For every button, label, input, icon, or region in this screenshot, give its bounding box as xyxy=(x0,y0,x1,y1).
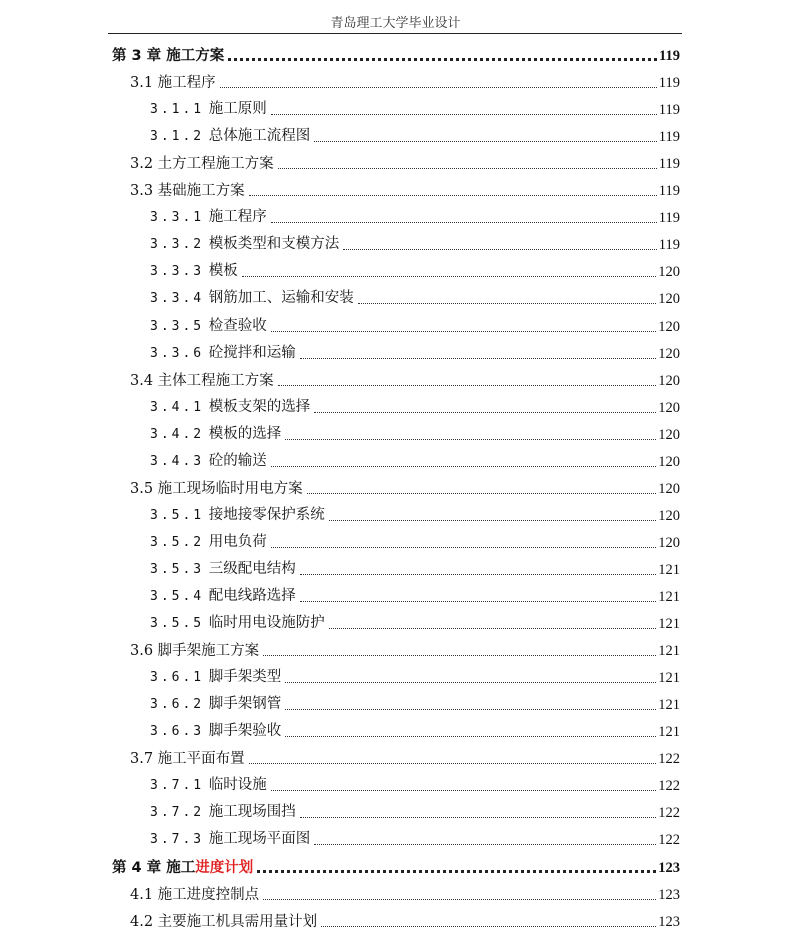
toc-entry-number: 3.5.5 xyxy=(150,616,205,632)
toc-entry-title: 用电负荷 xyxy=(208,533,267,550)
toc-entry-title: 施工程序 xyxy=(208,209,267,226)
toc-dot-leader xyxy=(271,547,657,548)
toc-subsection-entry[interactable] xyxy=(150,124,680,146)
toc-subsection-entry[interactable] xyxy=(150,557,680,579)
toc-page-number: 122 xyxy=(658,805,680,822)
toc-dot-leader xyxy=(285,439,656,440)
toc-chapter-entry[interactable] xyxy=(112,43,680,65)
toc-section-entry[interactable] xyxy=(130,909,680,931)
toc-entry-label xyxy=(150,587,298,606)
toc-entry-label xyxy=(150,830,312,849)
toc-entry-title: 临时设施 xyxy=(208,777,267,794)
toc-page-number: 120 xyxy=(658,426,680,443)
toc-subsection-entry[interactable] xyxy=(150,259,680,281)
toc-page-number: 120 xyxy=(658,318,680,335)
toc-entry-number: 3.7 xyxy=(130,751,154,768)
toc-dot-leader xyxy=(314,844,656,845)
toc-page-number: 119 xyxy=(658,75,680,92)
toc-entry-title: 主体工程施工方案 xyxy=(157,372,274,389)
toc-entry-title: 土方工程施工方案 xyxy=(157,156,274,173)
toc-dot-leader xyxy=(271,222,657,223)
toc-entry-number: 3.6 xyxy=(130,643,154,660)
toc-entry-number: 3.3.1 xyxy=(150,210,205,226)
toc-entry-label xyxy=(150,262,240,281)
toc-page-number: 120 xyxy=(658,399,680,416)
toc-subsection-entry[interactable] xyxy=(150,314,680,336)
toc-entry-label xyxy=(150,289,356,308)
toc-entry-title: 模板的选择 xyxy=(208,425,282,442)
toc-section-entry[interactable] xyxy=(130,178,680,200)
toc-entry-number: 3.3 xyxy=(130,183,154,200)
toc-entry-label xyxy=(112,859,255,877)
toc-entry-title: 砼搅拌和运输 xyxy=(208,344,296,361)
toc-entry-title: 脚手架钢管 xyxy=(208,696,282,713)
toc-page-number: 123 xyxy=(658,886,680,903)
toc-entry-title: 临时用电设施防护 xyxy=(208,615,325,632)
toc-page-number: 122 xyxy=(658,778,680,795)
toc-entry-number: 3.7.1 xyxy=(150,778,205,794)
toc-subsection-entry[interactable] xyxy=(150,611,680,633)
toc-page-number: 121 xyxy=(658,697,680,714)
toc-entry-title: 模板支架的选择 xyxy=(208,398,311,415)
toc-page-number: 121 xyxy=(658,589,680,605)
toc-entry-number: 3.4.1 xyxy=(150,399,205,415)
toc-entry-number: 第 4 章 xyxy=(112,859,162,876)
toc-entry-title-highlight: 进度计划 xyxy=(195,859,254,876)
toc-entry-number: 3.4.3 xyxy=(150,453,205,469)
toc-entry-title: 施工现场平面图 xyxy=(208,831,311,848)
toc-entry-label xyxy=(150,560,298,579)
toc-page-number: 121 xyxy=(658,643,680,660)
toc-dot-leader xyxy=(257,870,656,873)
toc-entry-title: 施工平面布置 xyxy=(157,751,245,768)
toc-entry-number: 3.5.4 xyxy=(150,589,205,604)
toc-entry-label xyxy=(130,155,276,173)
toc-entry-title: 施工方案 xyxy=(166,48,225,64)
toc-section-entry[interactable] xyxy=(130,70,680,92)
toc-dot-leader xyxy=(321,926,656,927)
toc-subsection-entry[interactable] xyxy=(150,584,680,606)
toc-entry-title: 主要施工机具需用量计划 xyxy=(157,913,318,930)
toc-subsection-entry[interactable] xyxy=(150,827,680,849)
toc-page-number: 122 xyxy=(658,751,680,768)
toc-subsection-entry[interactable] xyxy=(150,395,680,417)
toc-entry-number: 3.1 xyxy=(130,75,154,92)
toc-entry-label xyxy=(150,803,298,822)
toc-entry-number: 3.6.2 xyxy=(150,697,205,713)
toc-entry-title: 基础施工方案 xyxy=(157,183,245,200)
toc-page-number: 121 xyxy=(658,724,680,741)
toc-subsection-entry[interactable] xyxy=(150,719,680,741)
toc-dot-leader xyxy=(271,331,657,332)
toc-page-number: 120 xyxy=(658,345,680,362)
toc-entry-title: 脚手架施工方案 xyxy=(157,643,260,660)
toc-dot-leader xyxy=(285,736,656,737)
toc-page-number: 121 xyxy=(658,670,680,687)
toc-entry-label xyxy=(130,182,247,200)
toc-entry-number: 3.4.2 xyxy=(150,426,205,442)
toc-entry-label xyxy=(150,722,283,741)
toc-chapter-entry[interactable] xyxy=(112,855,680,877)
toc-entry-label xyxy=(150,614,327,633)
toc-page-number: 121 xyxy=(658,616,680,633)
toc-dot-leader xyxy=(271,466,657,467)
toc-entry-number: 3.5.1 xyxy=(150,507,205,523)
toc-dot-leader xyxy=(300,601,657,602)
toc-entry-label xyxy=(150,668,283,687)
toc-entry-number: 3.5 xyxy=(130,480,154,497)
toc-entry-number: 3.4 xyxy=(130,372,154,389)
toc-dot-leader xyxy=(278,385,657,386)
toc-page-number: 120 xyxy=(658,264,680,281)
toc-entry-label xyxy=(150,317,269,336)
toc-subsection-entry[interactable] xyxy=(150,692,680,714)
toc-dot-leader xyxy=(343,249,657,250)
toc-entry-title: 施工现场临时用电方案 xyxy=(157,480,303,497)
toc-entry-label xyxy=(150,100,269,119)
toc-subsection-entry[interactable] xyxy=(150,422,680,444)
toc-entry-number: 4.1 xyxy=(130,886,154,903)
toc-page-number: 119 xyxy=(658,210,680,227)
toc-dot-leader xyxy=(300,358,657,359)
toc-entry-label xyxy=(130,886,261,904)
toc-page-number: 119 xyxy=(658,237,680,254)
toc-section-entry[interactable] xyxy=(130,638,680,660)
toc-subsection-entry[interactable] xyxy=(150,449,680,471)
toc-entry-label xyxy=(150,533,269,552)
toc-entry-label xyxy=(130,750,247,768)
toc-page-number: 119 xyxy=(658,102,680,119)
toc-page-number: 120 xyxy=(658,507,680,524)
toc-entry-label xyxy=(150,344,298,363)
toc-entry-title: 检查验收 xyxy=(208,317,267,334)
toc-entry-label xyxy=(150,208,269,227)
toc-dot-leader xyxy=(249,195,657,196)
toc-page-number: 122 xyxy=(658,832,680,849)
toc-entry-label xyxy=(130,480,305,498)
toc-subsection-entry[interactable] xyxy=(150,773,680,795)
toc-section-entry[interactable] xyxy=(130,476,680,498)
toc-entry-title: 脚手架类型 xyxy=(208,669,282,686)
toc-page-number: 120 xyxy=(658,534,680,551)
toc-entry-label xyxy=(112,47,226,65)
toc-entry-label xyxy=(150,398,312,417)
toc-entry-label xyxy=(150,695,283,714)
toc-entry-label xyxy=(150,776,269,795)
toc-page-number: 121 xyxy=(658,561,680,578)
toc-dot-leader xyxy=(300,817,657,818)
toc-dot-leader xyxy=(329,628,657,629)
toc-entry-number: 第 3 章 xyxy=(112,48,162,64)
toc-entry-number: 3.6.1 xyxy=(150,670,205,686)
toc-entry-number: 3.6.3 xyxy=(150,724,205,740)
toc-subsection-entry[interactable] xyxy=(150,503,680,525)
toc-dot-leader xyxy=(300,574,657,575)
toc-dot-leader xyxy=(285,682,656,683)
toc-entry-label xyxy=(130,74,218,92)
toc-entry-title: 施工 xyxy=(166,859,196,876)
toc-dot-leader xyxy=(263,899,656,900)
toc-entry-title: 配电线路选择 xyxy=(208,588,296,604)
toc-entry-number: 3.3.5 xyxy=(150,318,205,334)
toc-entry-title: 模板类型和支模方法 xyxy=(208,236,340,253)
toc-page-number: 120 xyxy=(658,372,680,389)
toc-subsection-entry[interactable] xyxy=(150,232,680,254)
toc-entry-number: 3.1.2 xyxy=(150,129,205,145)
toc-section-entry[interactable] xyxy=(130,882,680,904)
toc-page-number: 123 xyxy=(658,859,680,876)
toc-entry-number: 3.1.1 xyxy=(150,102,205,118)
toc-entry-label xyxy=(150,506,327,525)
toc-dot-leader xyxy=(307,493,657,494)
toc-subsection-entry[interactable] xyxy=(150,286,680,308)
toc-dot-leader xyxy=(358,303,657,304)
toc-entry-title: 接地接零保护系统 xyxy=(208,506,325,523)
toc-dot-leader xyxy=(271,114,657,115)
toc-section-entry[interactable] xyxy=(130,746,680,768)
toc-subsection-entry[interactable] xyxy=(150,341,680,363)
toc-section-entry[interactable] xyxy=(130,368,680,390)
toc-section-entry[interactable] xyxy=(130,151,680,173)
toc-entry-label xyxy=(150,127,312,146)
toc-entry-number: 3.3.4 xyxy=(150,291,205,307)
toc-entry-title: 施工程序 xyxy=(157,75,216,92)
toc-entry-title: 脚手架验收 xyxy=(208,723,282,740)
toc-dot-leader xyxy=(249,763,657,764)
toc-dot-leader xyxy=(263,655,656,656)
toc-subsection-entry[interactable] xyxy=(150,800,680,822)
toc-dot-leader xyxy=(314,412,656,413)
toc-page-number: 123 xyxy=(658,913,680,930)
toc-entry-title: 三级配电结构 xyxy=(208,560,296,577)
toc-dot-leader xyxy=(285,709,656,710)
toc-page-number: 120 xyxy=(658,453,680,470)
toc-entry-number: 3.7.2 xyxy=(150,805,205,821)
toc-dot-leader xyxy=(278,168,657,169)
toc-page-number: 120 xyxy=(658,480,680,497)
toc-entry-title: 施工原则 xyxy=(208,101,267,118)
toc-entry-number: 3.3.6 xyxy=(150,345,205,361)
toc-dot-leader xyxy=(329,520,657,521)
toc-subsection-entry[interactable] xyxy=(150,205,680,227)
toc-entry-title: 施工进度控制点 xyxy=(157,886,260,903)
toc-entry-title: 模板 xyxy=(208,263,238,280)
toc-dot-leader xyxy=(220,87,657,88)
toc-entry-number: 3.3.2 xyxy=(150,237,205,253)
toc-entry-title: 施工现场围挡 xyxy=(208,804,296,821)
toc-page-number: 119 xyxy=(659,48,680,64)
toc-dot-leader xyxy=(228,58,657,61)
toc-entry-number: 3.3.3 xyxy=(150,264,205,280)
toc-entry-label xyxy=(150,452,269,471)
toc-entry-number: 3.5.2 xyxy=(150,534,205,550)
toc-entry-label xyxy=(130,642,261,660)
toc-entry-label xyxy=(130,372,276,390)
toc-page-number: 119 xyxy=(658,156,680,173)
toc-entry-number: 3.7.3 xyxy=(150,832,205,848)
toc-page-number: 119 xyxy=(658,183,680,200)
toc-dot-leader xyxy=(242,276,657,277)
toc-subsection-entry[interactable] xyxy=(150,97,680,119)
page-header: 青岛理工大学毕业设计 xyxy=(330,16,461,31)
toc-entry-label xyxy=(130,913,319,931)
toc-page-number: 120 xyxy=(658,291,680,308)
toc-dot-leader xyxy=(271,790,657,791)
toc-subsection-entry[interactable] xyxy=(150,665,680,687)
toc-dot-leader xyxy=(314,141,657,142)
toc-entry-number: 3.2 xyxy=(130,156,154,173)
toc-subsection-entry[interactable] xyxy=(150,530,680,552)
toc-entry-title: 钢筋加工、运输和安装 xyxy=(208,290,354,307)
toc-entry-title: 砼的输送 xyxy=(208,452,267,469)
toc-entry-number: 4.2 xyxy=(130,913,154,930)
toc-page-number: 119 xyxy=(658,129,680,146)
toc-entry-number: 3.5.3 xyxy=(150,561,205,577)
toc-entry-label xyxy=(150,425,283,444)
toc-entry-label xyxy=(150,235,341,254)
header-rule xyxy=(108,33,682,34)
toc-entry-title: 总体施工流程图 xyxy=(208,128,311,145)
